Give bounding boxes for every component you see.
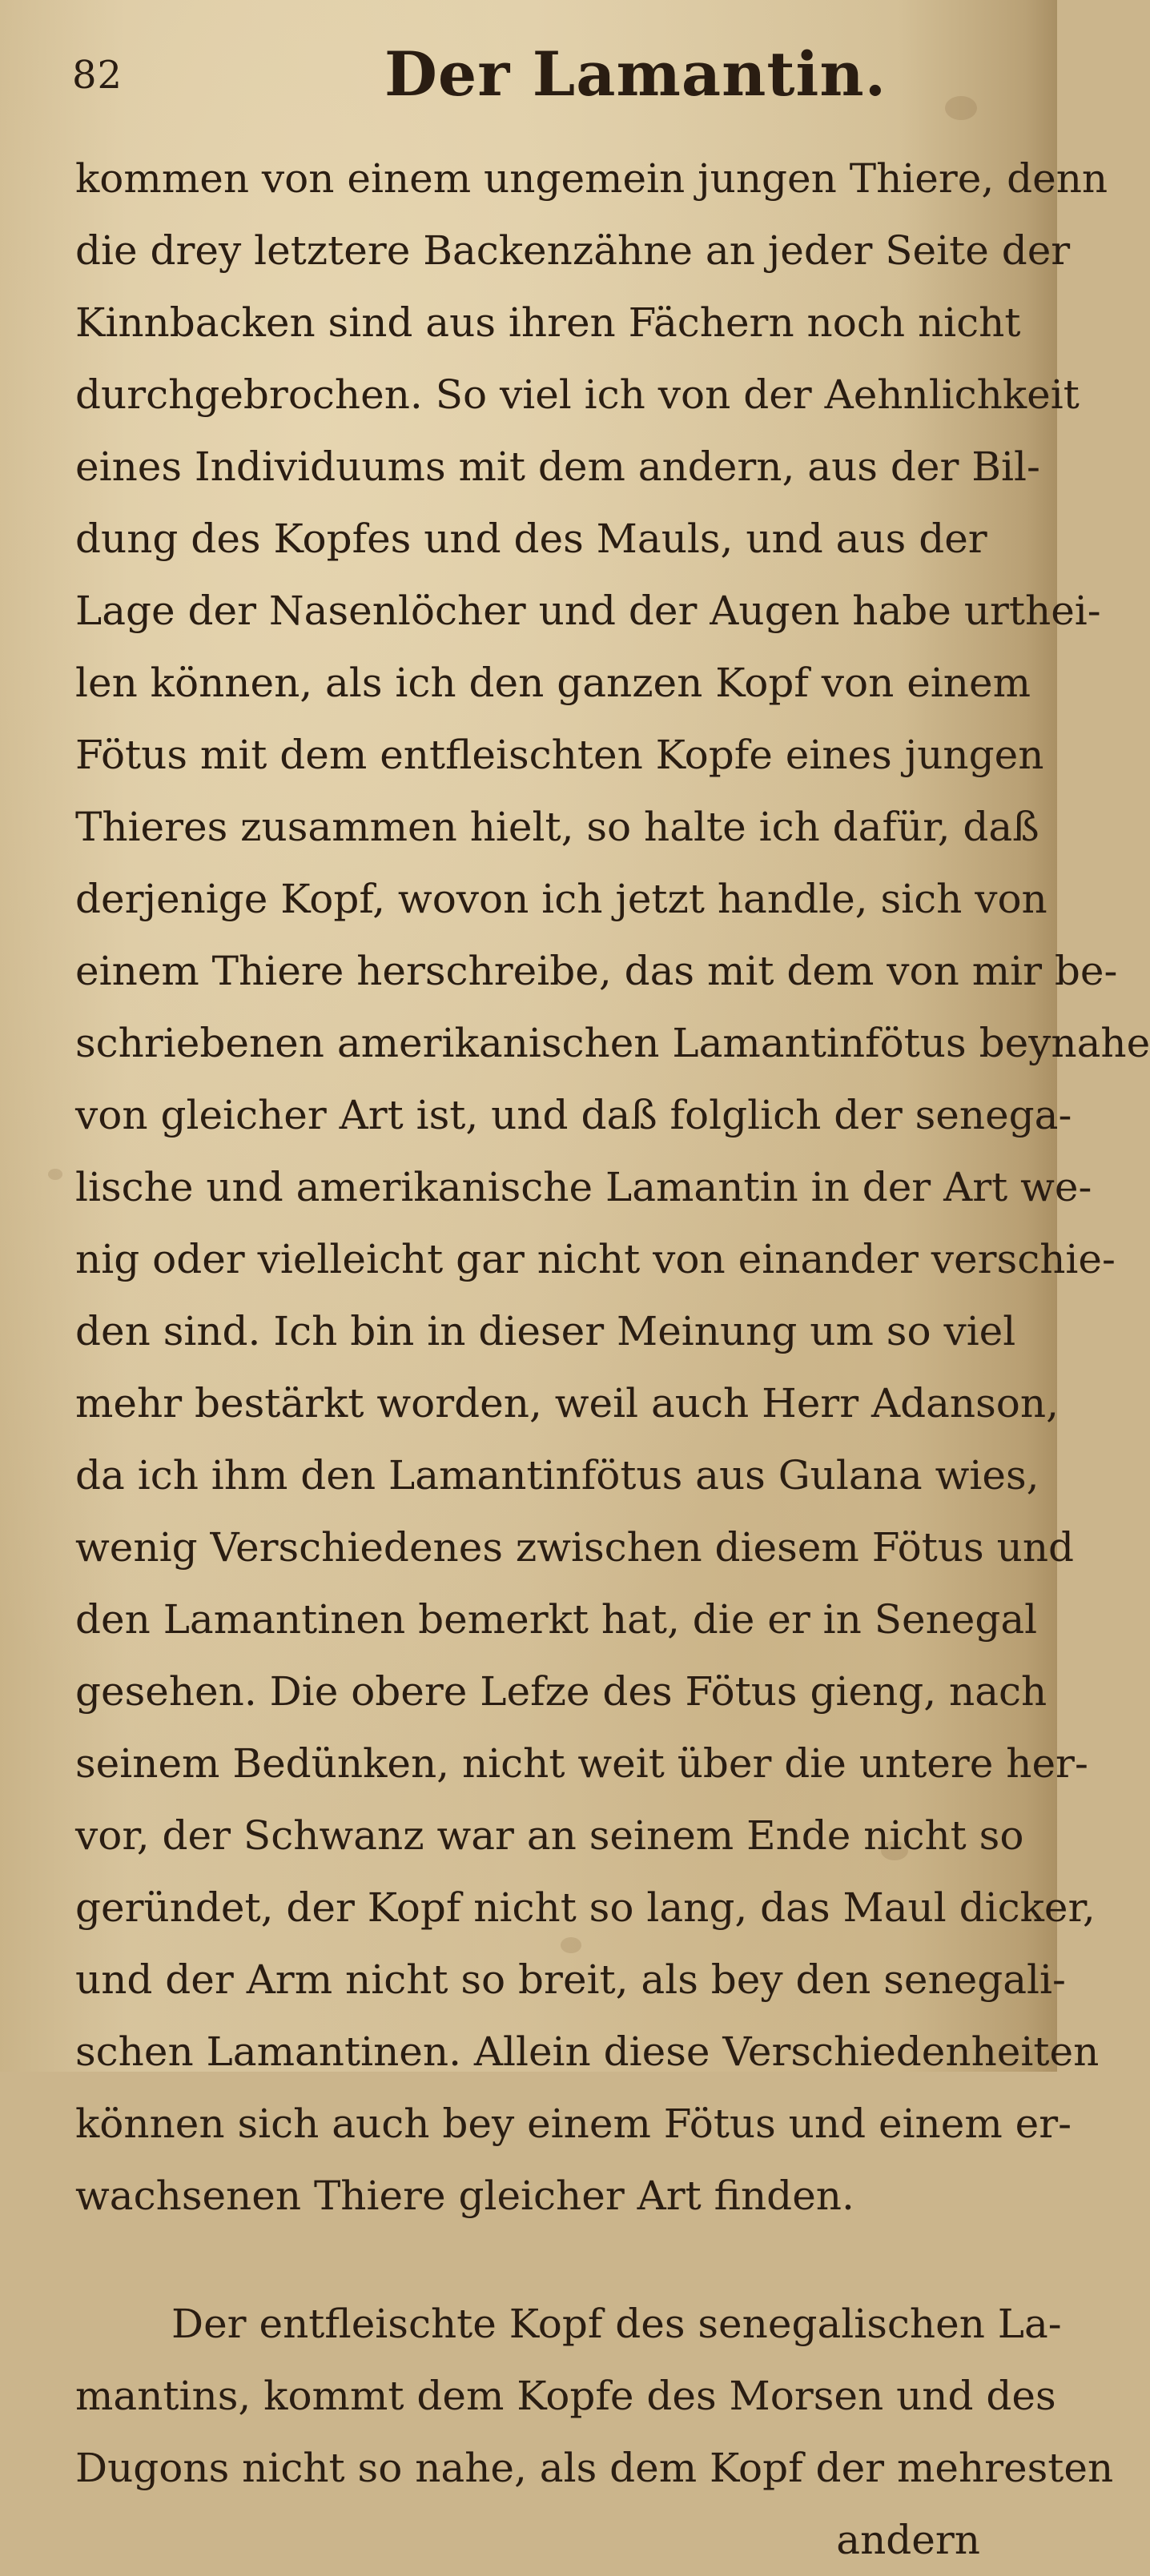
text-line: einem Thiere herschreibe, das mit dem von mir be- xyxy=(75,948,1118,994)
paragraph xyxy=(75,142,1150,2232)
page-number: 82 xyxy=(72,53,123,98)
text-line: geründet, der Kopf nicht so lang, das Maul dicker, xyxy=(75,1884,1096,1931)
paper-stain xyxy=(48,1169,62,1180)
text-line: wenig Verschiedenes zwischen diesem Fötus und xyxy=(75,1524,1075,1571)
text-line: können sich auch bey einem Fötus und einem er- xyxy=(75,2101,1072,2147)
text-line: die drey letztere Backenzähne an jeder Seite der xyxy=(75,227,1071,274)
text-line: schen Lamantinen. Allein diese Verschiedenheiten xyxy=(75,2028,1100,2075)
body-text xyxy=(75,142,1150,2576)
text-line: durchgebrochen. So viel ich von der Aehnlichkeit xyxy=(75,371,1080,418)
text-line: da ich ihm den Lamantinfötus aus Gulana wies, xyxy=(75,1452,1039,1499)
text-line: eines Individuums mit dem andern, aus der Bil- xyxy=(75,443,1040,490)
text-line: nig oder vielleicht gar nicht von einander verschie- xyxy=(75,1236,1116,1282)
text-line: kommen von einem ungemein jungen Thiere, denn xyxy=(75,155,1108,202)
text-line: derjenige Kopf, wovon ich jetzt handle, sich von xyxy=(75,876,1047,922)
text-line: vor, der Schwanz war an seinem Ende nicht so xyxy=(75,1812,1024,1859)
text-line: wachsenen Thiere gleicher Art finden. xyxy=(75,2173,854,2219)
text-line: schriebenen amerikanischen Lamantinfötus beynahe xyxy=(75,1020,1150,1066)
paragraph xyxy=(75,2288,1114,2504)
text-line: Thieres zusammen hielt, so halte ich dafür, daß xyxy=(75,804,1039,850)
text-line: Der entfleischte Kopf des senegalischen La- xyxy=(171,2301,1062,2347)
text-line: den Lamantinen bemerkt hat, die er in Senegal xyxy=(75,1596,1038,1643)
text-line: dung des Kopfes und des Mauls, und aus der xyxy=(75,516,987,562)
text-line: Lage der Nasenlöcher und der Augen habe urthei- xyxy=(75,588,1101,634)
text-line: Dugons nicht so nahe, als dem Kopf der mehresten xyxy=(75,2445,1114,2491)
text-line: den sind. Ich bin in dieser Meinung um so viel xyxy=(75,1308,1016,1354)
text-line: Fötus mit dem entfleischten Kopfe eines jungen xyxy=(75,732,1044,778)
running-title: Der Lamantin. xyxy=(384,38,887,110)
text-line: mehr bestärkt worden, weil auch Herr Adanson, xyxy=(75,1380,1059,1426)
text-line: len können, als ich den ganzen Kopf von einem xyxy=(75,660,1031,706)
paragraph-gap xyxy=(75,2232,1020,2288)
page-header xyxy=(72,38,1001,126)
text-line: Kinnbacken sind aus ihren Fächern noch nicht xyxy=(75,299,1021,346)
text-line: mantins, kommt dem Kopfe des Morsen und des xyxy=(75,2373,1056,2419)
text-line: lische und amerikanische Lamantin in der Art we- xyxy=(75,1164,1092,1210)
text-line: und der Arm nicht so breit, als bey den senegali- xyxy=(75,1956,1066,2003)
text-line: seinem Bedünken, nicht weit über die untere her- xyxy=(75,1740,1088,1787)
text-line: von gleicher Art ist, und daß folglich der senega- xyxy=(75,1092,1072,1138)
catchword: andern xyxy=(836,2517,980,2563)
text-line: gesehen. Die obere Lefze des Fötus gieng, nach xyxy=(75,1668,1047,1715)
